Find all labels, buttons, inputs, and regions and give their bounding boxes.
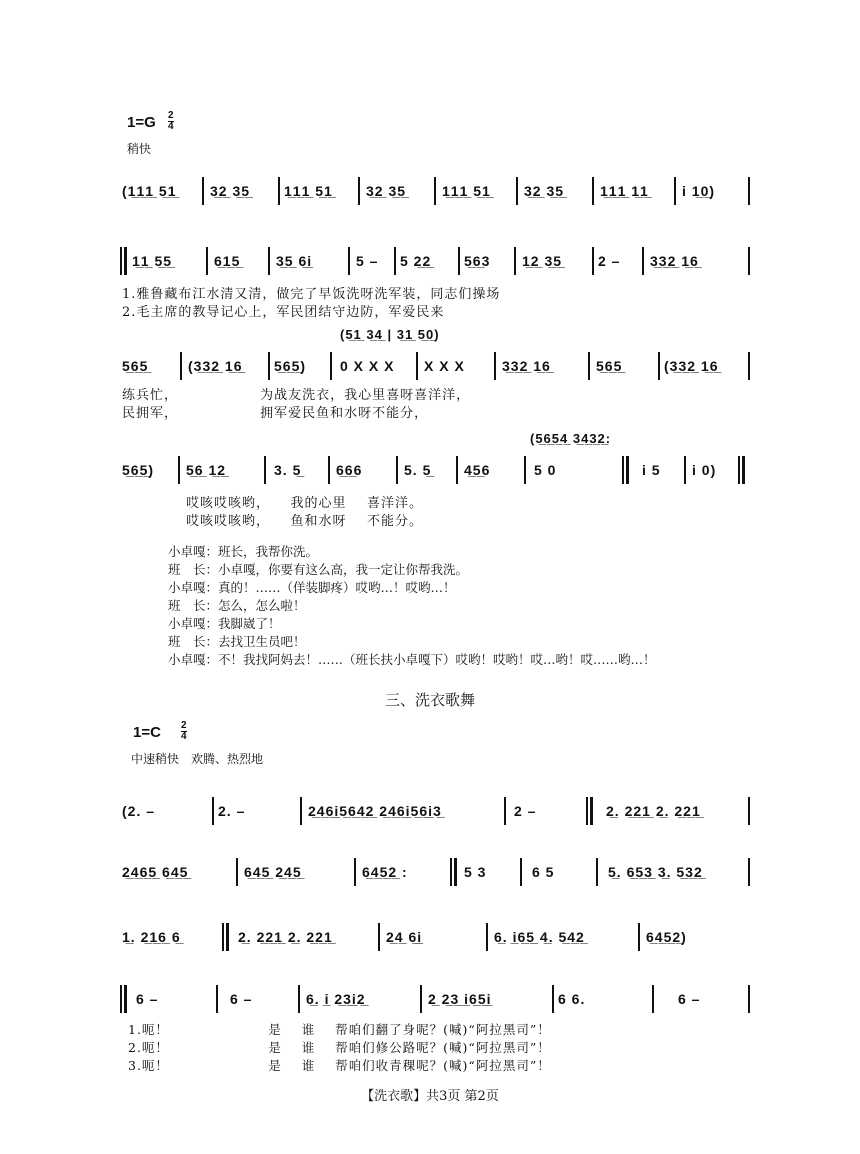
music-row-7: 1̲. 2̲1̲6̲ 6̲ 2̲. 2̲2̲1̲ 2̲. 2̲2̲1̲ 2̲4̲ 6̲i̲ 6̲. i̲6̲5̲ 4̲. 5̲4̲2̲ 6̲4̲5̲2̲) — [118, 929, 752, 955]
lyrics-part2-verse2: 2.呃！ 是 谁 帮咱们修公路呢？(喊)“阿拉黑司”！ — [128, 1040, 551, 1055]
music-row-5: (2. – 2. – 2̲4̲6̲i̲5̲6̲4̲2̲ 2̲4̲6̲i̲5̲6̲i̲3̲ 2 – 2̲. 2̲2̲1̲ 2̲. 2̲2̲1̲ — [118, 803, 752, 829]
tempo-mark-2: 中速稍快 欢腾、热烈地 — [131, 752, 264, 766]
music-row-8: 6 – 6 – 6̲. i̲ 2̲3̲i̲2̲ 2̲ 2̲3̲ i̲6̲5̲i̲ 6 6. 6 – — [118, 991, 752, 1017]
music-row-2: 1̲1̲ 5̲5̲ 6̲1̲5̲ 3̲5̲ 6̲i̲ 5 – 5 2̲2̲ 5̲6̲3 1̲2̲ 3̲5̲ 2 – 3̲3̲2̲ 1̲6̲ — [118, 253, 752, 279]
key-signature-1: 1=G — [127, 114, 156, 131]
dialogue-line: 小卓嘎：不！我找阿妈去！……（班长扶小卓嘎下）哎哟！哎哟！哎…哟！哎……哟…！ — [168, 652, 656, 667]
dialogue-line: 班 长：小卓嘎，你要有这么高，我一定让你帮我洗。 — [168, 562, 469, 577]
time-signature-2: $\frac{2}{4}$ — [181, 720, 187, 742]
lyrics-part2-verse1: 1.呃！ 是 谁 帮咱们翻了身呢？(喊)“阿拉黑司”！ — [128, 1022, 551, 1037]
tempo-mark-1: 稍快 — [127, 142, 152, 156]
dialogue-line: 小卓嘎：我脚崴了！ — [168, 616, 281, 631]
lyrics-row3-verse2: 民拥军， 拥军爱民鱼和水呀不能分， — [122, 406, 429, 421]
dialogue-line: 小卓嘎：真的！……（佯装脚疼）哎哟…！哎哟…！ — [168, 580, 456, 595]
lyrics-row4-verse1: 哎咳哎咳哟， 我的心里 喜洋洋。 — [186, 496, 424, 511]
music-row-6: 2̲4̲6̲5̲ 6̲4̲5̲ 6̲4̲5̲ 2̲4̲5̲ 6̲4̲5̲2̲ : 5 3 6 5 5̲. 6̲5̲3̲ 3̲. 5̲3̲2̲ — [118, 864, 752, 890]
lyrics-row4-verse2: 哎咳哎咳哟， 鱼和水呀 不能分。 — [186, 514, 424, 529]
music-row-1: (1̲1̲1̲ 5̲1̲ 3̲2̲ 3̲5̲ 1̲1̲1̲ 5̲1̲ 3̲2̲ 3̲5̲ 1̲1̲1̲ 5̲1̲ 3̲2̲ 3̲5̲ 1̲1̲1̲ 1̲1̲ i 1̲0̲) — [118, 183, 752, 209]
bracket-phrase-row3: (5̲1̲ 3̲4̲ | 3̲1̲ 5̲0̲) — [340, 327, 440, 342]
lyrics-part2-verse3: 3.呃！ 是 谁 帮咱们收青稞呢？(喊)“阿拉黑司”！ — [128, 1058, 551, 1073]
lyrics-row2-verse1: 1.雅鲁藏布江水清又清，做完了早饭洗呀洗军装，同志们操场 — [122, 287, 501, 302]
lyrics-row2-verse2: 2.毛主席的教导记心上，军民团结守边防，军爱民来 — [122, 305, 445, 320]
bracket-phrase-row4: (5̲6̲5̲4̲ 3̲4̲3̲2̲: — [530, 431, 612, 446]
dialogue-line: 班 长：去找卫生员吧！ — [168, 634, 306, 649]
time-signature-1: $\frac{2}{4}$ — [168, 110, 174, 132]
dialogue-line: 班 长：怎么，怎么啦！ — [168, 598, 306, 613]
page-footer: 【洗衣歌】共3页 第2页 — [361, 1089, 499, 1104]
key-signature-2: 1=C — [133, 724, 161, 741]
section-title: 三、洗衣歌舞 — [384, 691, 475, 709]
music-row-4: 5̲6̲5̲) 5̲6̲ 1̲2̲ 3. 5̲ 6̲6̲6 5. 5̲ 4̲5̲6 5 0 i 5 i 0) — [118, 462, 752, 488]
lyrics-row3-verse1: 练兵忙， 为战友洗衣，我心里喜呀喜洋洋， — [122, 388, 471, 403]
dialogue-line: 小卓嘎：班长，我帮你洗。 — [168, 544, 319, 559]
music-row-3: 5̲6̲5̲ (3̲3̲2̲ 1̲6̲ 5̲6̲5̲) 0 X X X X X X 3̲3̲2̲ 1̲6̲ 5̲6̲5̲ (3̲3̲2̲ 1̲6̲ — [118, 358, 752, 384]
